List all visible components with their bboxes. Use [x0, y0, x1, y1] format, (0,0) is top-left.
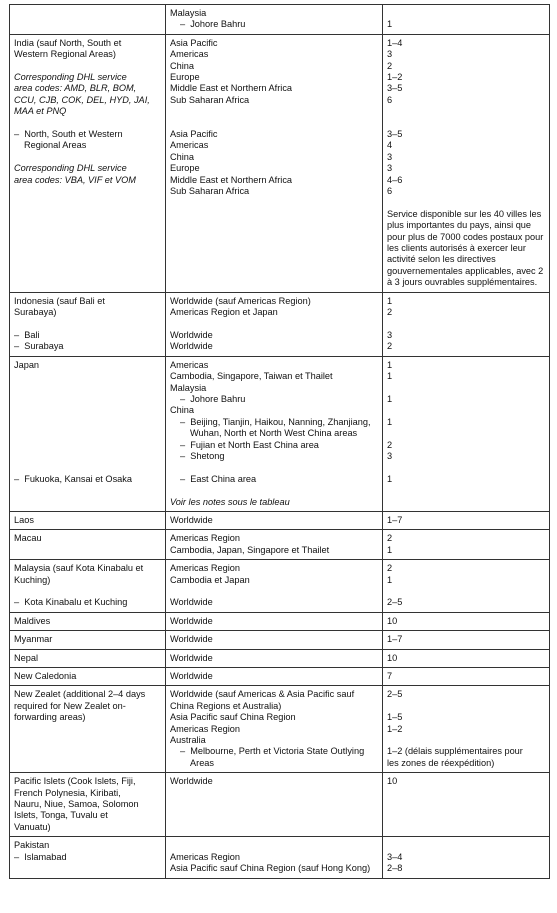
cell-line: Pacific Islets (Cook Islets, Fiji,	[14, 776, 136, 787]
destination-cell	[166, 837, 383, 878]
cell-line: Worldwide	[170, 776, 213, 787]
transit-days-cell	[383, 668, 550, 686]
cell-line: 10	[387, 652, 398, 663]
table-row	[10, 612, 550, 630]
cell-line: Asia Pacific	[170, 37, 218, 48]
cell-line: 1–2	[387, 723, 403, 734]
cell-line: 1–4	[387, 37, 403, 48]
cell-line: 1–2 (délais supplémentaires pour	[387, 746, 523, 757]
table-row	[10, 292, 550, 356]
cell-line	[14, 152, 162, 163]
table-row	[10, 560, 550, 613]
cell-line: Americas	[170, 359, 209, 370]
country-cell	[10, 511, 166, 529]
cell-line: – Islamabad	[14, 851, 67, 862]
cell-line: – Johore Bahru	[180, 393, 246, 404]
cell-line: – Fujian et North East China area	[180, 439, 319, 450]
cell-line: Cambodia, Japan, Singapore et Thailet	[170, 544, 330, 555]
cell-line: forwarding areas)	[14, 712, 86, 723]
cell-line: 3	[387, 163, 393, 174]
table-row	[10, 773, 550, 837]
cell-line: Wuhan, North et North West China areas	[190, 428, 358, 439]
transit-days-cell	[383, 560, 550, 613]
cell-line	[14, 319, 162, 330]
cell-line	[14, 61, 162, 72]
table-row	[10, 356, 550, 511]
cell-line: 1–5	[387, 712, 403, 723]
cell-line: les zones de réexpédition)	[387, 757, 495, 768]
cell-line: Maldives	[14, 615, 51, 626]
cell-line	[387, 735, 546, 746]
destination-cell	[166, 612, 383, 630]
cell-line: 6	[387, 94, 393, 105]
cell-line: Kuching)	[14, 574, 51, 585]
cell-line: – Shetong	[180, 450, 225, 461]
country-cell	[10, 34, 166, 292]
cell-line: Worldwide	[170, 514, 213, 525]
cell-line: 2	[387, 563, 393, 574]
cell-line: 1–7	[387, 634, 403, 645]
country-cell	[10, 5, 166, 35]
table-row	[10, 668, 550, 686]
cell-line: 1	[387, 544, 393, 555]
cell-line: 1	[387, 371, 393, 382]
cell-line: Worldwide	[170, 597, 213, 608]
destination-cell	[166, 530, 383, 560]
destination-cell	[166, 668, 383, 686]
table-row	[10, 686, 550, 773]
cell-line: area codes: VBA, VIF et VOM	[14, 174, 136, 185]
cell-line: China	[170, 405, 195, 416]
destination-cell	[166, 34, 383, 292]
cell-line: Worldwide	[170, 329, 213, 340]
transit-days-cell	[383, 612, 550, 630]
destination-cell	[166, 511, 383, 529]
country-cell	[10, 686, 166, 773]
cell-line	[387, 462, 546, 473]
transit-days-cell	[383, 631, 550, 649]
cell-line: Myanmar	[14, 634, 53, 645]
cell-line	[387, 8, 546, 19]
cell-line: Americas Region	[170, 533, 240, 544]
cell-line	[387, 405, 546, 416]
cell-line: Areas	[190, 757, 215, 768]
cell-line: Islets, Tonga, Tuvalu et	[14, 810, 108, 821]
cell-line: 1–2	[387, 72, 403, 83]
cell-line: Malaysia (sauf Kota Kinabalu et	[14, 563, 144, 574]
cell-line: 2	[387, 60, 393, 71]
cell-line: MAA et PNQ	[14, 106, 67, 117]
cell-line: Worldwide	[170, 341, 213, 352]
cell-line: China	[170, 151, 195, 162]
cell-line: Surabaya)	[14, 307, 57, 318]
cell-line	[14, 417, 162, 428]
transit-days-cell	[383, 356, 550, 511]
transit-days-cell	[383, 686, 550, 773]
cell-line: Sub Saharan Africa	[170, 94, 250, 105]
destination-cell	[166, 292, 383, 356]
cell-line: 3–4	[387, 851, 403, 862]
transit-days-cell	[383, 292, 550, 356]
cell-line: 10	[387, 776, 398, 787]
cell-line: 2–5	[387, 597, 403, 608]
cell-line: Nauru, Niue, Samoa, Solomon	[14, 799, 139, 810]
cell-line: 1	[387, 574, 393, 585]
destination-cell	[166, 356, 383, 511]
cell-line: 1	[387, 416, 393, 427]
cell-line: Sub Saharan Africa	[170, 186, 250, 197]
cell-line: Cambodia, Singapore, Taiwan et Thailet	[170, 371, 333, 382]
cell-line: Americas Region	[170, 723, 240, 734]
table-row	[10, 5, 550, 35]
transit-days-cell	[383, 649, 550, 667]
cell-line	[14, 383, 162, 394]
cell-line: 1	[387, 295, 393, 306]
country-cell	[10, 356, 166, 511]
cell-line: – Fukuoka, Kansai et Osaka	[14, 473, 132, 484]
country-cell	[10, 292, 166, 356]
transit-days-cell	[383, 511, 550, 529]
cell-line: Americas	[170, 49, 209, 60]
cell-line	[14, 586, 162, 597]
cell-line: Australia	[170, 735, 206, 746]
destination-cell	[166, 649, 383, 667]
cell-line: Vanuatu)	[14, 821, 51, 832]
cell-line	[387, 118, 546, 129]
cell-line	[387, 428, 546, 439]
cell-line: Pakistan	[14, 840, 50, 851]
cell-line: New Caledonia	[14, 671, 77, 682]
cell-line	[387, 106, 546, 117]
cell-line	[170, 106, 379, 117]
cell-line: Nepal	[14, 652, 39, 663]
cell-line: area codes: AMD, BLR, BOM,	[14, 83, 137, 94]
cell-line	[170, 118, 379, 129]
cell-line: 1	[387, 359, 393, 370]
cell-line: Voir les notes sous le tableau	[170, 496, 290, 507]
transit-days-cell	[383, 530, 550, 560]
cell-line	[14, 394, 162, 405]
cell-line: Americas Region	[170, 563, 240, 574]
cell-line: – North, South et Western	[14, 129, 123, 140]
cell-line: 3–5	[387, 83, 403, 94]
cell-line	[387, 701, 546, 712]
cell-line: 2–5	[387, 689, 403, 700]
cell-line	[387, 840, 546, 851]
country-cell	[10, 773, 166, 837]
cell-line	[387, 383, 546, 394]
cell-line: Europe	[170, 72, 200, 83]
cell-line: Americas	[170, 140, 209, 151]
cell-line: 10	[387, 615, 398, 626]
cell-line: Western Regional Areas)	[14, 49, 116, 60]
cell-line: Japan	[14, 359, 40, 370]
cell-line: Laos	[14, 514, 34, 525]
cell-line: Worldwide	[170, 652, 213, 663]
cell-line: Macau	[14, 533, 42, 544]
cell-line: 4	[387, 140, 393, 151]
cell-line: required for New Zealet on-	[14, 700, 126, 711]
country-cell	[10, 612, 166, 630]
cell-line: India (sauf North, South et	[14, 37, 122, 48]
cell-line: Americas Region	[170, 851, 240, 862]
cell-line: 3	[387, 329, 393, 340]
cell-line: New Zealet (additional 2–4 days	[14, 689, 146, 700]
table-row	[10, 511, 550, 529]
cell-line: 1	[387, 473, 393, 484]
cell-line: CCU, CJB, COK, DEL, HYD, JAI,	[14, 94, 150, 105]
cell-line	[14, 451, 162, 462]
cell-line: 1	[387, 19, 393, 30]
transit-days-cell	[383, 773, 550, 837]
cell-line: 3	[387, 151, 393, 162]
cell-line: 1	[387, 393, 393, 404]
cell-line: Worldwide (sauf Americas & Asia Pacific sauf	[170, 689, 355, 700]
cell-line: Worldwide (sauf Americas Region)	[170, 295, 311, 306]
country-cell	[10, 837, 166, 878]
country-cell	[10, 668, 166, 686]
cell-line: Americas Region et Japan	[170, 307, 278, 318]
transit-times-table	[9, 4, 550, 879]
cell-line	[14, 462, 162, 473]
cell-line	[170, 586, 379, 597]
cell-line: 3	[387, 450, 393, 461]
transit-days-cell	[383, 34, 550, 292]
cell-line: China	[170, 60, 195, 71]
destination-cell	[166, 560, 383, 613]
cell-line: Asia Pacific	[170, 129, 218, 140]
cell-line: 4–6	[387, 174, 403, 185]
cell-line: Europe	[170, 163, 200, 174]
table-row	[10, 837, 550, 878]
cell-line	[170, 319, 379, 330]
cell-line: Asia Pacific sauf China Region (sauf Hong Kong)	[170, 863, 371, 874]
cell-line: Malaysia	[170, 382, 207, 393]
transit-days-cell	[383, 5, 550, 35]
cell-line: – East China area	[180, 473, 257, 484]
cell-line: Middle East et Northern Africa	[170, 83, 293, 94]
table-row	[10, 530, 550, 560]
cell-line: – Johore Bahru	[180, 19, 246, 30]
cell-line: 2	[387, 439, 393, 450]
destination-cell	[166, 773, 383, 837]
cell-line	[14, 118, 162, 129]
cell-line: Corresponding DHL service	[14, 163, 127, 174]
cell-line: 1–7	[387, 514, 403, 525]
cell-line	[170, 840, 379, 851]
cell-line: 6	[387, 186, 393, 197]
cell-line: 3	[387, 49, 393, 60]
cell-line: – Melbourne, Perth et Victoria State Outlying	[180, 746, 365, 757]
cell-line: Cambodia et Japan	[170, 574, 250, 585]
cell-line: 2	[387, 341, 393, 352]
cell-line	[14, 428, 162, 439]
cell-line: – Bali	[14, 329, 40, 340]
transit-days-cell	[383, 837, 550, 878]
cell-line: China Regions et Australia)	[170, 700, 282, 711]
cell-line: 3–5	[387, 129, 403, 140]
table-row	[10, 631, 550, 649]
cell-line: 2	[387, 533, 393, 544]
country-cell	[10, 631, 166, 649]
cell-line	[170, 485, 379, 496]
cell-line: Asia Pacific sauf China Region	[170, 712, 296, 723]
country-cell	[10, 560, 166, 613]
cell-line	[14, 371, 162, 382]
cell-line: Worldwide	[170, 634, 213, 645]
table-body	[10, 5, 550, 879]
cell-line: 7	[387, 671, 393, 682]
cell-line: Corresponding DHL service	[14, 72, 127, 83]
table-row	[10, 649, 550, 667]
cell-line: Service disponible sur les 40 villes les plus importantes du pays, ainsi que pour plus de 7000 codes postaux pour les clients autorisés à exercer leur activité selon les directives gouvernementales applicables, avec 2 à 3 jours ouvrables supplémentaires.	[387, 208, 546, 288]
cell-line	[387, 319, 546, 330]
cell-line: Regional Areas	[24, 140, 87, 151]
cell-line: – Beijing, Tianjin, Haikou, Nanning, Zhanjiang,	[180, 416, 371, 427]
cell-line: – Kota Kinabalu et Kuching	[14, 597, 128, 608]
cell-line: French Polynesia, Kiribati,	[14, 787, 121, 798]
cell-line: Worldwide	[170, 615, 213, 626]
cell-line: Worldwide	[170, 671, 213, 682]
cell-line	[387, 586, 546, 597]
cell-line	[170, 462, 379, 473]
cell-line: Indonesia (sauf Bali et	[14, 295, 105, 306]
table-row	[10, 34, 550, 292]
cell-line: – Surabaya	[14, 341, 64, 352]
cell-line	[14, 405, 162, 416]
destination-cell	[166, 5, 383, 35]
country-cell	[10, 530, 166, 560]
cell-line: Middle East et Northern Africa	[170, 174, 293, 185]
cell-line: 2–8	[387, 863, 403, 874]
cell-line	[387, 197, 546, 208]
cell-line	[14, 439, 162, 450]
destination-cell	[166, 686, 383, 773]
country-cell	[10, 649, 166, 667]
cell-line: 2	[387, 307, 393, 318]
destination-cell	[166, 631, 383, 649]
cell-line: Malaysia	[170, 8, 207, 18]
